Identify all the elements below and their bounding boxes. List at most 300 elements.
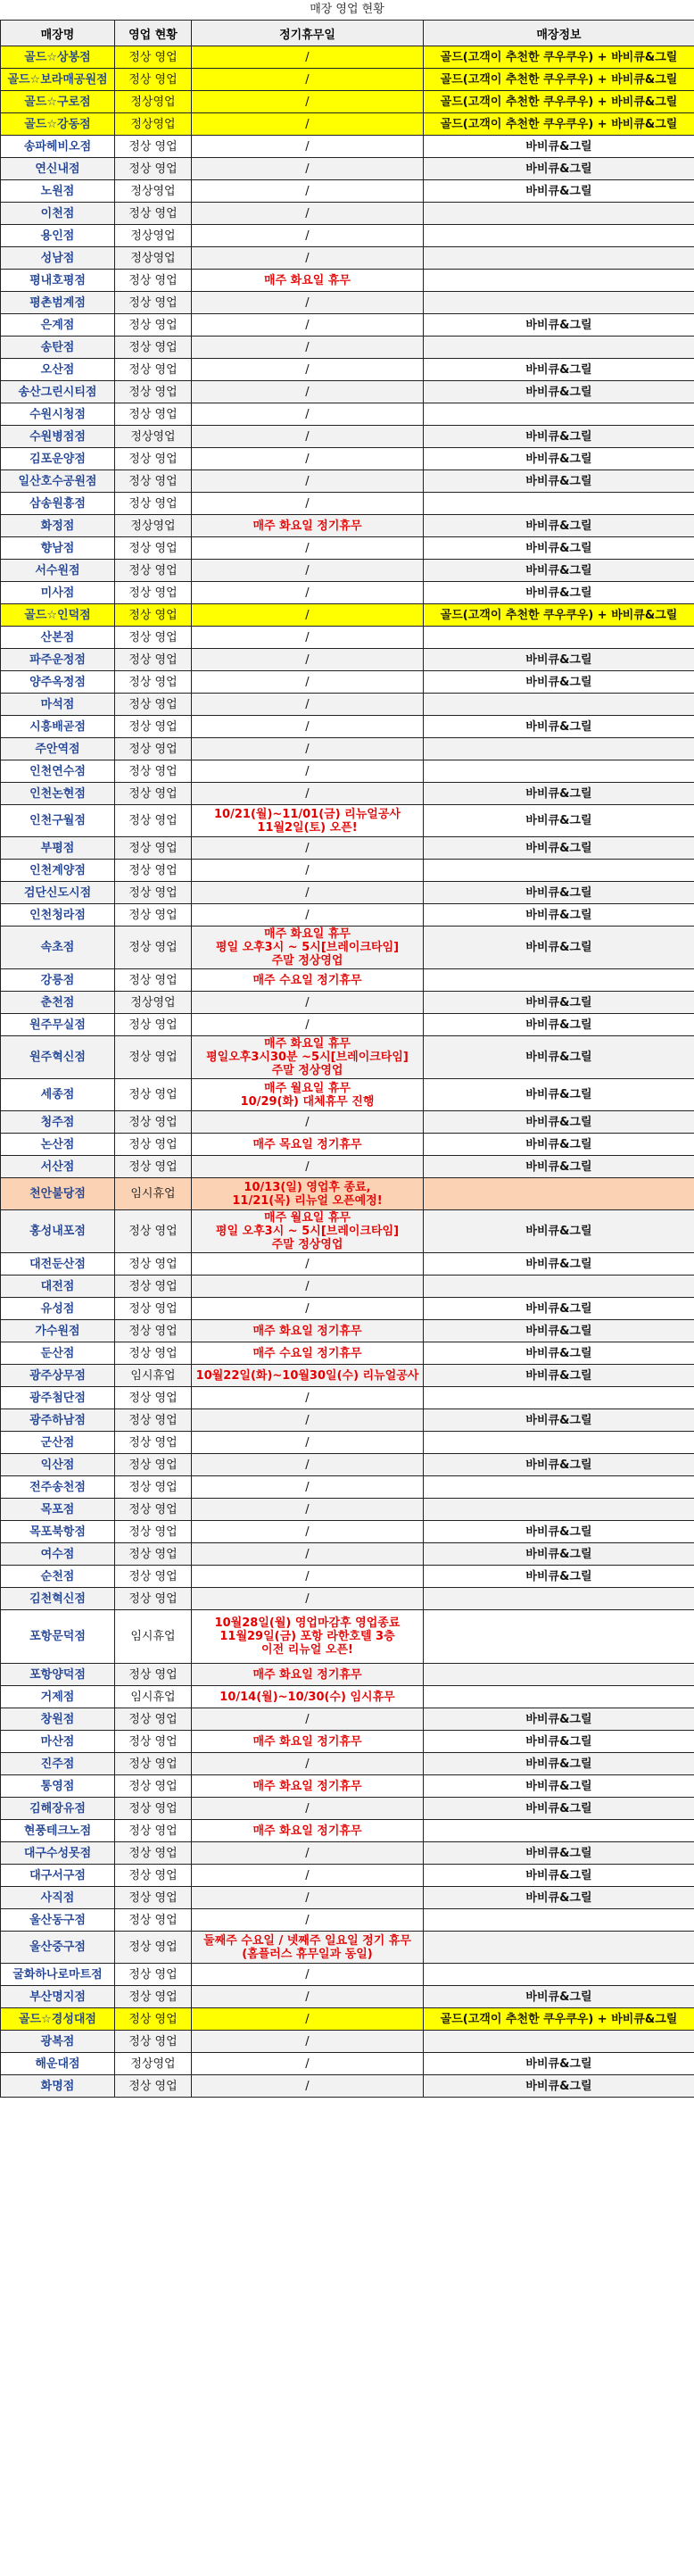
regular-holiday-cell: / [192, 337, 424, 359]
regular-holiday-cell: / [192, 1521, 424, 1543]
status-cell: 정상 영업 [115, 1387, 192, 1409]
store-name-cell: 진주점 [1, 1753, 115, 1775]
store-info-cell [424, 1932, 694, 1964]
status-cell: 정상영업 [115, 113, 192, 136]
store-info-cell: 바비큐&그릴 [424, 1036, 694, 1079]
store-info-cell [424, 760, 694, 783]
status-cell: 정상 영업 [115, 2075, 192, 2098]
regular-holiday-cell: / [192, 46, 424, 69]
store-name-cell: 가수원점 [1, 1320, 115, 1342]
status-cell: 정상 영업 [115, 314, 192, 337]
regular-holiday-cell: / [192, 225, 424, 247]
store-name-cell: 서수원점 [1, 560, 115, 582]
store-name-cell: 전주송천점 [1, 1476, 115, 1499]
regular-holiday-cell: / [192, 537, 424, 560]
status-cell: 임시휴업 [115, 1610, 192, 1664]
status-cell: 정상영업 [115, 247, 192, 270]
status-cell: 정상 영업 [115, 1664, 192, 1686]
status-cell: 정상 영업 [115, 927, 192, 969]
table-row [1, 448, 694, 470]
store-name-cell: 시흥배곧점 [1, 716, 115, 738]
store-name-cell: 골드☆상봉점 [1, 46, 115, 69]
store-info-cell [424, 1610, 694, 1664]
store-info-cell: 바비큐&그릴 [424, 537, 694, 560]
regular-holiday-cell: / [192, 91, 424, 113]
regular-holiday-cell: / [192, 1387, 424, 1409]
store-name-cell: 골드☆경성대점 [1, 2008, 115, 2031]
table-row [1, 1178, 694, 1210]
regular-holiday-cell: / [192, 582, 424, 604]
regular-holiday-cell: / [192, 470, 424, 493]
store-info-cell [424, 225, 694, 247]
status-cell: 임시휴업 [115, 1686, 192, 1708]
regular-holiday-cell: / [192, 69, 424, 91]
store-name-cell: 원주무실점 [1, 1014, 115, 1036]
table-row [1, 1253, 694, 1276]
status-cell: 정상 영업 [115, 1476, 192, 1499]
status-cell: 정상 영업 [115, 493, 192, 515]
store-name-cell: 마산점 [1, 1731, 115, 1753]
status-cell: 정상 영업 [115, 1909, 192, 1932]
regular-holiday-cell: / [192, 136, 424, 158]
store-info-cell: 골드(고객이 추천한 쿠우쿠우) + 바비큐&그릴 [424, 2008, 694, 2031]
store-name-cell: 현풍테크노점 [1, 1820, 115, 1842]
table-row [1, 180, 694, 203]
store-info-cell: 바비큐&그릴 [424, 1775, 694, 1798]
status-cell: 정상 영업 [115, 359, 192, 381]
regular-holiday-cell: / [192, 1842, 424, 1865]
store-info-cell: 바비큐&그릴 [424, 1298, 694, 1320]
regular-holiday-cell: / [192, 1887, 424, 1909]
table-row [1, 927, 694, 969]
store-info-cell: 바비큐&그릴 [424, 1986, 694, 2008]
store-name-cell: 김포운양점 [1, 448, 115, 470]
status-cell: 정상 영업 [115, 470, 192, 493]
table-row [1, 904, 694, 927]
status-cell: 정상 영업 [115, 136, 192, 158]
store-name-cell: 광복점 [1, 2031, 115, 2053]
status-cell: 정상 영업 [115, 582, 192, 604]
store-name-cell: 세종점 [1, 1079, 115, 1111]
table-row [1, 1887, 694, 1909]
store-name-cell: 오산점 [1, 359, 115, 381]
store-info-cell: 바비큐&그릴 [424, 1134, 694, 1156]
status-cell: 정상 영업 [115, 1432, 192, 1454]
regular-holiday-cell: / [192, 1476, 424, 1499]
store-name-cell: 인천구월점 [1, 805, 115, 837]
table-row [1, 1986, 694, 2008]
table-row [1, 470, 694, 493]
table-row [1, 992, 694, 1014]
store-info-cell [424, 270, 694, 292]
regular-holiday-cell: 매주 화요일 정기휴무 [192, 1664, 424, 1686]
store-name-cell: 순천점 [1, 1566, 115, 1588]
store-info-cell [424, 1432, 694, 1454]
store-info-cell: 바비큐&그릴 [424, 927, 694, 969]
regular-holiday-cell: / [192, 2075, 424, 2098]
table-row [1, 1111, 694, 1134]
regular-holiday-cell: / [192, 716, 424, 738]
table-row [1, 158, 694, 180]
status-cell: 정상 영업 [115, 1753, 192, 1775]
store-name-cell: 산본점 [1, 627, 115, 649]
status-cell: 정상영업 [115, 992, 192, 1014]
store-name-cell: 대구서구점 [1, 1865, 115, 1887]
store-name-cell: 주안역점 [1, 738, 115, 760]
status-cell: 임시휴업 [115, 1365, 192, 1387]
store-info-cell [424, 1820, 694, 1842]
status-cell: 정상 영업 [115, 1210, 192, 1253]
table-row [1, 694, 694, 716]
status-cell: 정상 영업 [115, 1156, 192, 1178]
store-name-cell: 일산호수공원점 [1, 470, 115, 493]
store-name-cell: 부산명지점 [1, 1986, 115, 2008]
status-cell: 정상 영업 [115, 69, 192, 91]
regular-holiday-cell: / [192, 1753, 424, 1775]
table-row [1, 1775, 694, 1798]
status-cell: 정상 영업 [115, 203, 192, 225]
store-name-cell: 김해장유점 [1, 1798, 115, 1820]
status-cell: 정상 영업 [115, 805, 192, 837]
store-name-cell: 송파헤비오점 [1, 136, 115, 158]
regular-holiday-cell: 매주 화요일 휴무 평일오후3시30분 ~5시[브레이크타임] 주말 정상영업 [192, 1036, 424, 1079]
table-row [1, 783, 694, 805]
regular-holiday-cell: / [192, 158, 424, 180]
store-info-cell: 바비큐&그릴 [424, 805, 694, 837]
store-info-cell: 바비큐&그릴 [424, 882, 694, 904]
table-row [1, 671, 694, 694]
table-row [1, 560, 694, 582]
regular-holiday-cell: 매주 화요일 정기휴무 [192, 515, 424, 537]
store-name-cell: 울산동구점 [1, 1909, 115, 1932]
store-name-cell: 노원점 [1, 180, 115, 203]
status-cell: 정상영업 [115, 225, 192, 247]
store-info-cell: 바비큐&그릴 [424, 1409, 694, 1432]
regular-holiday-cell: / [192, 2008, 424, 2031]
store-info-cell: 바비큐&그릴 [424, 180, 694, 203]
regular-holiday-cell: / [192, 671, 424, 694]
regular-holiday-cell: 10/13(일) 영업후 종료, 11/21(목) 리뉴얼 오픈예정! [192, 1178, 424, 1210]
regular-holiday-cell: / [192, 314, 424, 337]
regular-holiday-cell: 10월28일(월) 영업마감후 영업종료 11월29일(금) 포항 라한호텔 3층 이전 리뉴얼 오픈! [192, 1610, 424, 1664]
store-name-cell: 익산점 [1, 1454, 115, 1476]
store-name-cell: 포항양덕점 [1, 1664, 115, 1686]
table-row [1, 403, 694, 426]
regular-holiday-cell: 둘째주 수요일 / 넷째주 일요일 정기 휴무 (홈플러스 휴무일과 동일) [192, 1932, 424, 1964]
regular-holiday-cell: / [192, 560, 424, 582]
store-info-cell: 바비큐&그릴 [424, 470, 694, 493]
store-info-cell: 골드(고객이 추천한 쿠우쿠우) + 바비큐&그릴 [424, 604, 694, 627]
table-row [1, 1664, 694, 1686]
regular-holiday-cell: 매주 월요일 휴무 평일 오후3시 ~ 5시[브레이크타임] 주말 정상영업 [192, 1210, 424, 1253]
regular-holiday-cell: 매주 화요일 정기휴무 [192, 1775, 424, 1798]
store-info-cell: 바비큐&그릴 [424, 671, 694, 694]
store-info-cell [424, 1387, 694, 1409]
table-row [1, 2053, 694, 2075]
table-row [1, 1543, 694, 1566]
table-row [1, 314, 694, 337]
store-name-cell: 울산중구점 [1, 1932, 115, 1964]
table-row [1, 1753, 694, 1775]
status-cell: 정상 영업 [115, 1820, 192, 1842]
table-row [1, 1014, 694, 1036]
store-name-cell: 목포점 [1, 1499, 115, 1521]
table-row [1, 1708, 694, 1731]
store-info-cell: 바비큐&그릴 [424, 1543, 694, 1566]
regular-holiday-cell: / [192, 694, 424, 716]
store-name-cell: 은계점 [1, 314, 115, 337]
regular-holiday-cell: / [192, 1409, 424, 1432]
store-info-cell [424, 203, 694, 225]
regular-holiday-cell: / [192, 2031, 424, 2053]
status-cell: 정상 영업 [115, 1543, 192, 1566]
status-cell: 정상 영업 [115, 837, 192, 860]
regular-holiday-cell: 10/21(월)~11/01(금) 리뉴얼공사 11월2일(토) 오픈! [192, 805, 424, 837]
table-row [1, 760, 694, 783]
store-name-cell: 서산점 [1, 1156, 115, 1178]
status-cell: 정상 영업 [115, 560, 192, 582]
status-cell: 정상 영업 [115, 1986, 192, 2008]
table-row [1, 493, 694, 515]
store-name-cell: 광주상무점 [1, 1365, 115, 1387]
store-info-cell: 골드(고객이 추천한 쿠우쿠우) + 바비큐&그릴 [424, 69, 694, 91]
regular-holiday-cell: / [192, 1986, 424, 2008]
store-name-cell: 목포북항점 [1, 1521, 115, 1543]
table-row [1, 882, 694, 904]
status-cell: 정상 영업 [115, 1134, 192, 1156]
store-info-cell: 바비큐&그릴 [424, 1210, 694, 1253]
status-cell: 정상 영업 [115, 537, 192, 560]
store-info-cell: 바비큐&그릴 [424, 1798, 694, 1820]
regular-holiday-cell: / [192, 738, 424, 760]
store-info-cell: 바비큐&그릴 [424, 1253, 694, 1276]
table-row [1, 1932, 694, 1964]
store-info-cell [424, 627, 694, 649]
store-name-cell: 김천혁신점 [1, 1588, 115, 1610]
store-name-cell: 인천논현점 [1, 783, 115, 805]
status-cell: 정상영업 [115, 91, 192, 113]
status-cell: 정상 영업 [115, 783, 192, 805]
status-cell: 정상 영업 [115, 1887, 192, 1909]
regular-holiday-cell: 10/14(월)~10/30(수) 임시휴무 [192, 1686, 424, 1708]
store-name-cell: 굴화하나로마트점 [1, 1964, 115, 1986]
regular-holiday-cell: / [192, 1432, 424, 1454]
store-info-cell: 바비큐&그릴 [424, 1342, 694, 1365]
store-name-cell: 여수점 [1, 1543, 115, 1566]
status-cell: 정상 영업 [115, 1566, 192, 1588]
store-info-cell: 바비큐&그릴 [424, 314, 694, 337]
status-cell: 정상 영업 [115, 904, 192, 927]
status-cell: 정상 영업 [115, 1708, 192, 1731]
status-cell: 정상 영업 [115, 760, 192, 783]
store-name-cell: 해운대점 [1, 2053, 115, 2075]
status-cell: 정상 영업 [115, 1276, 192, 1298]
store-info-cell: 바비큐&그릴 [424, 1014, 694, 1036]
store-info-cell: 바비큐&그릴 [424, 1111, 694, 1134]
table-row [1, 225, 694, 247]
regular-holiday-cell: / [192, 837, 424, 860]
status-cell: 정상 영업 [115, 1253, 192, 1276]
store-name-cell: 유성점 [1, 1298, 115, 1320]
status-cell: 정상 영업 [115, 158, 192, 180]
store-info-cell [424, 860, 694, 882]
store-info-cell: 바비큐&그릴 [424, 1708, 694, 1731]
store-info-cell: 바비큐&그릴 [424, 2053, 694, 2075]
store-info-cell: 바비큐&그릴 [424, 783, 694, 805]
status-cell: 정상 영업 [115, 1731, 192, 1753]
table-row [1, 91, 694, 113]
table-row [1, 1342, 694, 1365]
regular-holiday-cell: / [192, 627, 424, 649]
table-row [1, 1865, 694, 1887]
regular-holiday-cell: / [192, 1276, 424, 1298]
regular-holiday-cell: 매주 월요일 휴무 10/29(화) 대체휴무 진행 [192, 1079, 424, 1111]
table-row [1, 738, 694, 760]
status-cell: 정상 영업 [115, 969, 192, 992]
store-info-cell [424, 1499, 694, 1521]
store-info-cell: 바비큐&그릴 [424, 1079, 694, 1111]
table-row [1, 1842, 694, 1865]
store-info-cell: 바비큐&그릴 [424, 426, 694, 448]
store-info-cell: 바비큐&그릴 [424, 837, 694, 860]
table-row [1, 1610, 694, 1664]
regular-holiday-cell: 매주 화요일 정기휴무 [192, 1320, 424, 1342]
regular-holiday-cell: / [192, 426, 424, 448]
status-cell: 정상 영업 [115, 1298, 192, 1320]
store-info-cell: 골드(고객이 추천한 쿠우쿠우) + 바비큐&그릴 [424, 91, 694, 113]
store-info-cell: 바비큐&그릴 [424, 136, 694, 158]
table-header-row [1, 21, 694, 46]
store-name-cell: 속초점 [1, 927, 115, 969]
table-row [1, 604, 694, 627]
store-name-cell: 통영점 [1, 1775, 115, 1798]
regular-holiday-cell: 매주 화요일 정기휴무 [192, 1731, 424, 1753]
table-row [1, 69, 694, 91]
status-cell: 정상 영업 [115, 882, 192, 904]
store-info-cell [424, 1664, 694, 1686]
regular-holiday-cell: / [192, 359, 424, 381]
table-row [1, 1499, 694, 1521]
regular-holiday-cell: / [192, 904, 424, 927]
store-name-cell: 포항문덕점 [1, 1610, 115, 1664]
store-name-cell: 창원점 [1, 1708, 115, 1731]
store-info-cell [424, 2031, 694, 2053]
table-row [1, 2075, 694, 2098]
store-name-cell: 천안불당점 [1, 1178, 115, 1210]
store-name-cell: 수원병점점 [1, 426, 115, 448]
table-row [1, 113, 694, 136]
regular-holiday-cell: / [192, 1964, 424, 1986]
status-cell: 정상 영업 [115, 292, 192, 314]
store-name-cell: 이천점 [1, 203, 115, 225]
regular-holiday-cell: / [192, 381, 424, 403]
status-cell: 정상 영업 [115, 649, 192, 671]
status-cell: 정상 영업 [115, 627, 192, 649]
store-name-cell: 대전점 [1, 1276, 115, 1298]
store-info-cell [424, 1588, 694, 1610]
status-cell: 정상 영업 [115, 1775, 192, 1798]
table-row [1, 515, 694, 537]
regular-holiday-cell: 매주 화요일 정기휴무 [192, 1820, 424, 1842]
status-cell: 정상 영업 [115, 694, 192, 716]
store-info-cell [424, 1276, 694, 1298]
store-name-cell: 송탄점 [1, 337, 115, 359]
status-cell: 정상 영업 [115, 1521, 192, 1543]
table-row [1, 1476, 694, 1499]
status-cell: 정상영업 [115, 426, 192, 448]
table-row [1, 1820, 694, 1842]
regular-holiday-cell: / [192, 180, 424, 203]
store-name-cell: 광주첨단점 [1, 1387, 115, 1409]
store-name-cell: 대구수성못점 [1, 1842, 115, 1865]
table-row [1, 1079, 694, 1111]
table-row [1, 2031, 694, 2053]
store-info-cell: 바비큐&그릴 [424, 1753, 694, 1775]
regular-holiday-cell: 매주 화요일 휴무 평일 오후3시 ~ 5시[브레이크타임] 주말 정상영업 [192, 927, 424, 969]
regular-holiday-cell: / [192, 1111, 424, 1134]
store-info-cell [424, 337, 694, 359]
table-row [1, 203, 694, 225]
table-row [1, 627, 694, 649]
store-name-cell: 수원시청점 [1, 403, 115, 426]
regular-holiday-cell: / [192, 860, 424, 882]
store-name-cell: 사직점 [1, 1887, 115, 1909]
table-row [1, 337, 694, 359]
store-name-cell: 청주점 [1, 1111, 115, 1134]
table-row [1, 860, 694, 882]
store-info-cell: 바비큐&그릴 [424, 1842, 694, 1865]
status-cell: 정상 영업 [115, 337, 192, 359]
status-cell: 정상 영업 [115, 1798, 192, 1820]
table-row [1, 46, 694, 69]
table-row [1, 1365, 694, 1387]
table-row [1, 1964, 694, 1986]
regular-holiday-cell: / [192, 2053, 424, 2075]
table-row [1, 270, 694, 292]
table-row [1, 1686, 694, 1708]
store-info-cell [424, 694, 694, 716]
regular-holiday-cell: / [192, 1156, 424, 1178]
regular-holiday-cell: / [192, 1499, 424, 1521]
store-info-cell: 바비큐&그릴 [424, 904, 694, 927]
regular-holiday-cell: 매주 목요일 정기휴무 [192, 1134, 424, 1156]
regular-holiday-cell: 매주 화요일 휴무 [192, 270, 424, 292]
table-row [1, 537, 694, 560]
store-name-cell: 파주운정점 [1, 649, 115, 671]
table-row [1, 1521, 694, 1543]
store-name-cell: 골드☆구로점 [1, 91, 115, 113]
status-cell: 정상 영업 [115, 1454, 192, 1476]
regular-holiday-cell: / [192, 203, 424, 225]
store-name-cell: 골드☆보라매공원점 [1, 69, 115, 91]
store-name-cell: 향남점 [1, 537, 115, 560]
store-name-cell: 평촌범계점 [1, 292, 115, 314]
status-cell: 정상 영업 [115, 1588, 192, 1610]
regular-holiday-cell: / [192, 1014, 424, 1036]
store-name-cell: 화명점 [1, 2075, 115, 2098]
regular-holiday-cell: / [192, 292, 424, 314]
store-info-cell [424, 969, 694, 992]
store-info-cell [424, 493, 694, 515]
table-row [1, 1387, 694, 1409]
status-cell: 정상 영업 [115, 1842, 192, 1865]
store-info-cell [424, 1964, 694, 1986]
store-name-cell: 평내호평점 [1, 270, 115, 292]
store-name-cell: 송산그린시티점 [1, 381, 115, 403]
status-cell: 정상 영업 [115, 1409, 192, 1432]
store-info-cell: 바비큐&그릴 [424, 1865, 694, 1887]
store-info-cell: 바비큐&그릴 [424, 158, 694, 180]
